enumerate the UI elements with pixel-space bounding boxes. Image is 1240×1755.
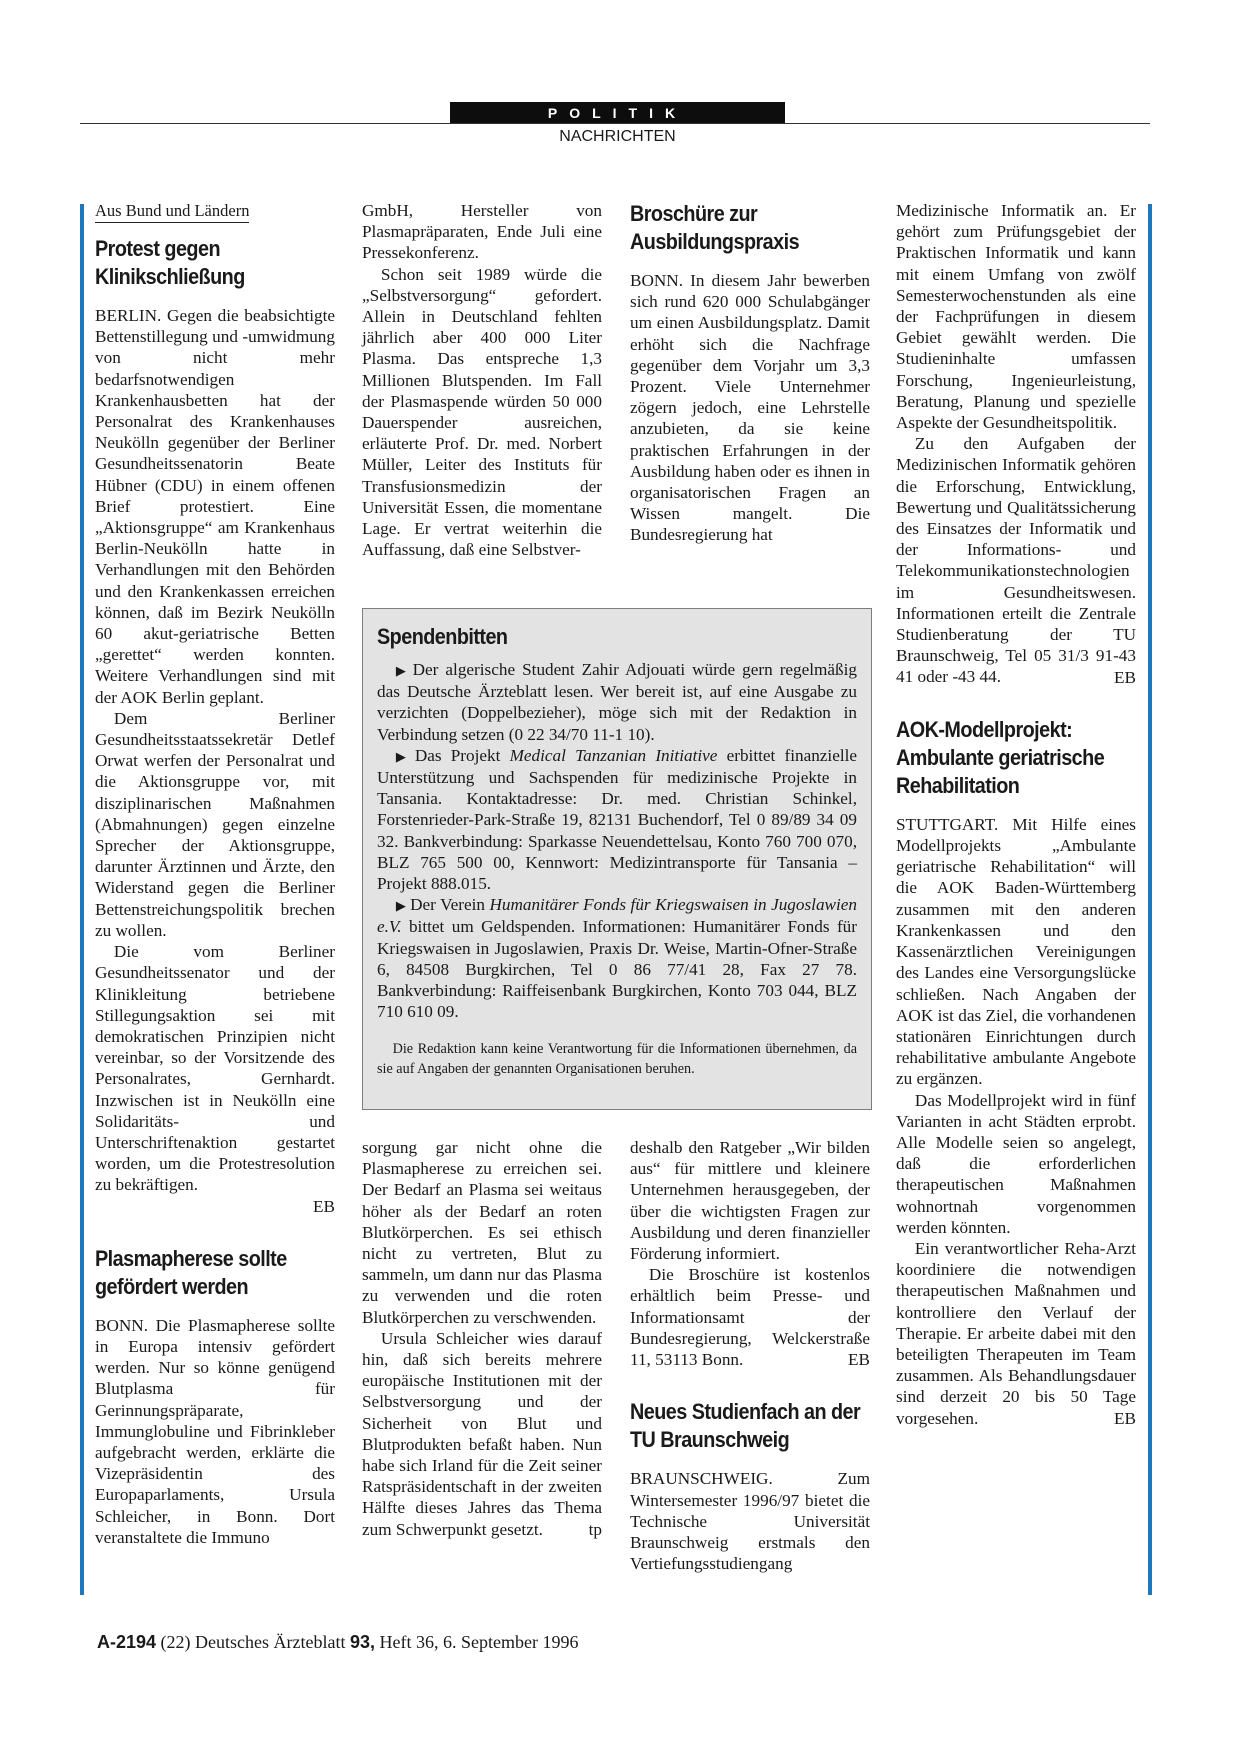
column-2-top (362, 200, 602, 560)
article-paragraph: Die Broschüre ist kostenlos erhältlich beim Presse- und Informationsamt der Bundesregierung, Welckerstraße 11, 53113 Bonn. (630, 1265, 870, 1370)
headline-plasmapherese: Plasmapherese sollte gefördert werden (95, 1245, 287, 1299)
column-2-bottom (362, 1137, 602, 1540)
article-paragraph: GmbH, Hersteller von Plasmapräparaten, Ende Juli eine Pressekonferenz. (362, 201, 602, 263)
box-item: ▶ Der algerische Student Zahir Adjouati würde gern regelmäßig das Deutsche Ärzteblatt lesen. Wer bereit ist, auf eine Ausgabe zu verzichten (Doppelbezieher), möge sich mit der Redaktion in Verbindung setzen (0 22 34/70 11-1 10). (377, 660, 858, 744)
donation-box (362, 608, 872, 1110)
article-paragraph: BRAUNSCHWEIG. Zum Wintersemester 1996/97 bietet die Technische Universität Braunschweig erstmals den Vertiefungsstudiengang (630, 1469, 870, 1574)
disclaimer-note: Die Redaktion kann keine Verantwortung für die Informationen übernehmen, da sie auf Angaben der genannten Organisationen beruhen. (377, 1041, 857, 1077)
article-paragraph: Ursula Schleicher wies darauf hin, daß sich bereits mehrere europäische Institutionen mit der Selbstversorgung und der Sicherheit von Blut und Blutprodukten befaßt haben. Nun habe sich Irland für die Zeit seiner Ratspräsidentschaft in der zweiten Hälfte dieses Jahres das Thema zum Schwerpunkt gesetzt. (362, 1328, 602, 1539)
article-paragraph: Dem Berliner Gesundheitsstaatssekretär Detlef Orwat werfen der Personalrat und die Aktionsgruppe vor, mit disziplinarischen Maßnahmen (Abmahnungen) gegen einzelne Sprecher der Aktionsgruppe, darunter Ärztinnen und Ärzte, den Widerstand gegen die Berliner Bettenstreichungspolitik brechen zu wollen. (95, 708, 335, 940)
box-item: ▶ Das Projekt Medical Tanzanian Initiative erbittet finanzielle Unterstützung und Sachspenden für medizinische Projekte in Tansania. Kontaktadresse: Dr. med. Christian Schinkel, Forstenrieder-Park-Straße 19, 82131 Buchendorf, Tel 0 89/89 34 09 32. Bankverbindung: Sparkasse Neuendettelsau, Konto 760 700 070, BLZ 765 500 00, Kennwort: Medizintransporte für Tansania – Projekt 888.015. (377, 745, 857, 894)
header-rule (80, 123, 1150, 124)
article-paragraph: BONN. Die Plasmapherese sollte in Europa intensiv gefördert werden. Nur so könne genügend Blutplasma für Gerinnungspräparate, Immunglobuline und Fibrinkleber aufgebracht werden, erklärte die Vizepräsidentin des Europaparlaments, Ursula Schleicher, in Bonn. Dort veranstaltete die Immuno (95, 1315, 335, 1547)
article-paragraph: BONN. In diesem Jahr bewerben sich rund 620 000 Schulabgänger um einen Ausbildungsplatz. Damit erhöht sich die Nachfrage gegenüber dem Vorjahr um 3,3 Prozent. Viele Unternehmer zögern jedoch, eine Lehrstelle anzubieten, da sie keine praktischen Erfahrungen in der Ausbildung haben oder es ihnen in organisatorischen Fragen an Wissen mangelt. Die Bundesregierung hat (630, 271, 870, 545)
headline-protest: Protest gegen Klinikschließung (95, 236, 245, 289)
triangle-bullet-icon: ▶ (395, 663, 409, 678)
issue-info: (22) Deutsches Ärzteblatt (160, 1632, 346, 1652)
author-signature: EB (313, 1196, 335, 1216)
headline-broschuere: Broschüre zur Ausbildungspraxis (630, 201, 800, 254)
page-number: A-2194 (97, 1632, 157, 1652)
column-rule-right (1148, 204, 1152, 1595)
column-4 (896, 200, 1136, 1429)
author-signature: EB (1114, 667, 1136, 687)
article-paragraph: Zu den Aufgaben der Medizinischen Informatik gehören die Erforschung, Entwicklung, Bewertung und Qualitätssicherung des Einsatzes der Informatik und der Informations- und Telekommunikationstechnologien im Gesundheitswesen. Informationen erteilt die Zentrale Studienberatung der TU Braunschweig, Tel 05 31/3 91-43 41 oder -43 44. (896, 434, 1136, 687)
column-1 (95, 200, 335, 1548)
author-signature: EB (1114, 1408, 1136, 1428)
triangle-bullet-icon: ▶ (395, 898, 407, 914)
author-signature: EB (848, 1350, 870, 1370)
article-paragraph: Medizinische Informatik an. Er gehört zum Prüfungsgebiet der Praktischen Informatik und kann mit einem Umfang von zwölf Semesterwochenstunden als eine der Fachprüfungen in diesem Gebiet gewählt werden. Die Studieninhalte umfassen Forschung, Ingenieurleistung, Beratung, Planung und spezielle Aspekte der Gesundheitspolitik. (896, 201, 1136, 433)
triangle-bullet-icon: ▶ (395, 748, 411, 764)
headline-studienfach: Neues Studienfach an der TU Braunschweig (630, 1399, 861, 1453)
page-footer (97, 1632, 578, 1653)
box-item: ▶ Der Verein Humanitärer Fonds für Kriegswaisen in Jugoslawien e.V. bittet um Geldspenden. Informationen: Humanitärer Fonds für Kriegswaisen in Jugoslawien, Praxis Dr. Weise, Martin-Ofner-Straße 6, 84508 Burgkirchen, Tel 0 86 77/41 28, Fax 27 78. Bankverbindung: Raiffeisenbank Burgkirchen, Konto 703 044, BLZ 710 610 09. (377, 895, 858, 1022)
box-title: Spendenbitten (377, 624, 508, 649)
section-header: POLITIK (450, 102, 785, 124)
article-paragraph: STUTTGART. Mit Hilfe eines Modellprojekts „Ambulante geriatrische Rehabilitation“ will die AOK Baden-Württemberg zusammen mit den anderen Krankenkassen und den Kassenärztlichen Vereinigungen des Landes eine Versorgungslücke schließen. Nach Angaben der AOK ist das Ziel, die vorhandenen stationären Einrichtungen durch rehabilitative ambulante Angebote zu ergänzen. (896, 814, 1136, 1089)
column-3-top (630, 200, 870, 546)
author-signature: tp (588, 1519, 602, 1539)
article-paragraph: Die vom Berliner Gesundheitssenator und der Klinikleitung betriebene Stillegungsaktion sei mit demokratischen Prinzipien nicht vereinbar, so der Vorsitzende des Personalrates, Gernhardt. Inzwischen ist in Neukölln eine Solidaritäts- und Unterschriftenaktion gestartet worden, um die Protestresolution zu bekräftigen. (95, 942, 335, 1195)
article-paragraph: Ein verantwortlicher Reha-Arzt koordiniere die notwendigen therapeutischen Maßnahmen und kontrolliere den Verlauf der Therapie. Er arbeite dabei mit den beteiligten Therapeuten im Team zusammen. Als Behandlungsdauer sind derzeit 20 bis 50 Tage vorgesehen. (896, 1238, 1136, 1428)
headline-aok: AOK-Modellprojekt: Ambulante geriatrische Rehabilitation (896, 716, 1105, 798)
article-paragraph: Das Modellprojekt wird in fünf Varianten in acht Städten erprobt. Alle Modelle seien so angelegt, daß die erforderlichen therapeutischen Maßnahmen wohnortnah vorgenommen werden könnten. (896, 1090, 1136, 1237)
volume-number: 93, (349, 1632, 376, 1652)
column-3-bottom (630, 1137, 870, 1574)
subsection-label: NACHRICHTEN (559, 128, 676, 145)
column-rule-left (80, 204, 84, 1595)
article-paragraph: Schon seit 1989 würde die „Selbstversorgung“ gefordert. Allein in Deutschland fehlten jährlich aber 400 000 Liter Plasma. Das entspreche 1,3 Millionen Blutspenden. Im Fall der Plasmaspende würden 50 000 Dauerspender ausreichen, erläuterte Prof. Dr. med. Norbert Müller, Leiter des Instituts für Transfusionsmedizin der Universität Essen, die momentane Lage. Er vertrat weiterhin die Auffassung, daß eine Selbstver- (362, 264, 602, 560)
article-paragraph: deshalb den Ratgeber „Wir bilden aus“ für mittlere und kleinere Unternehmen herausgegeben, der über die wichtigsten Fragen zur Ausbildung und deren finanzieller Förderung informiert. (630, 1138, 870, 1264)
article-paragraph: BERLIN. Gegen die beabsichtigte Bettenstillegung und -umwidmung von nicht mehr bedarfsnotwendigen Krankenhausbetten hat der Personalrat des Krankenhauses Neukölln gegenüber der Berliner Gesundheitssenatorin Beate Hübner (CDU) in einem offenen Brief protestiert. Eine „Aktionsgruppe“ am Krankenhaus Berlin-Neukölln hatte in Verhandlungen mit den Behörden und den Krankenkassen erreichen können, daß im Bezirk Neukölln 60 akut-geriatrische Betten „gerettet“ werden konnten. Weitere Verhandlungen sind mit der AOK Berlin geplant. (95, 306, 335, 707)
kicker: Aus Bund und Ländern (95, 200, 249, 223)
issue-date: Heft 36, 6. September 1996 (379, 1632, 579, 1652)
article-paragraph: sorgung gar nicht ohne die Plasmapherese zu erreichen sei. Der Bedarf an Plasma sei weitaus höher als der Bedarf an roten Blutkörperchen. Es sei ethisch nicht zu vertreten, Blut zu sammeln, um dann nur das Plasma zu verwenden und die roten Blutkörperchen zu verschwenden. (362, 1138, 602, 1327)
